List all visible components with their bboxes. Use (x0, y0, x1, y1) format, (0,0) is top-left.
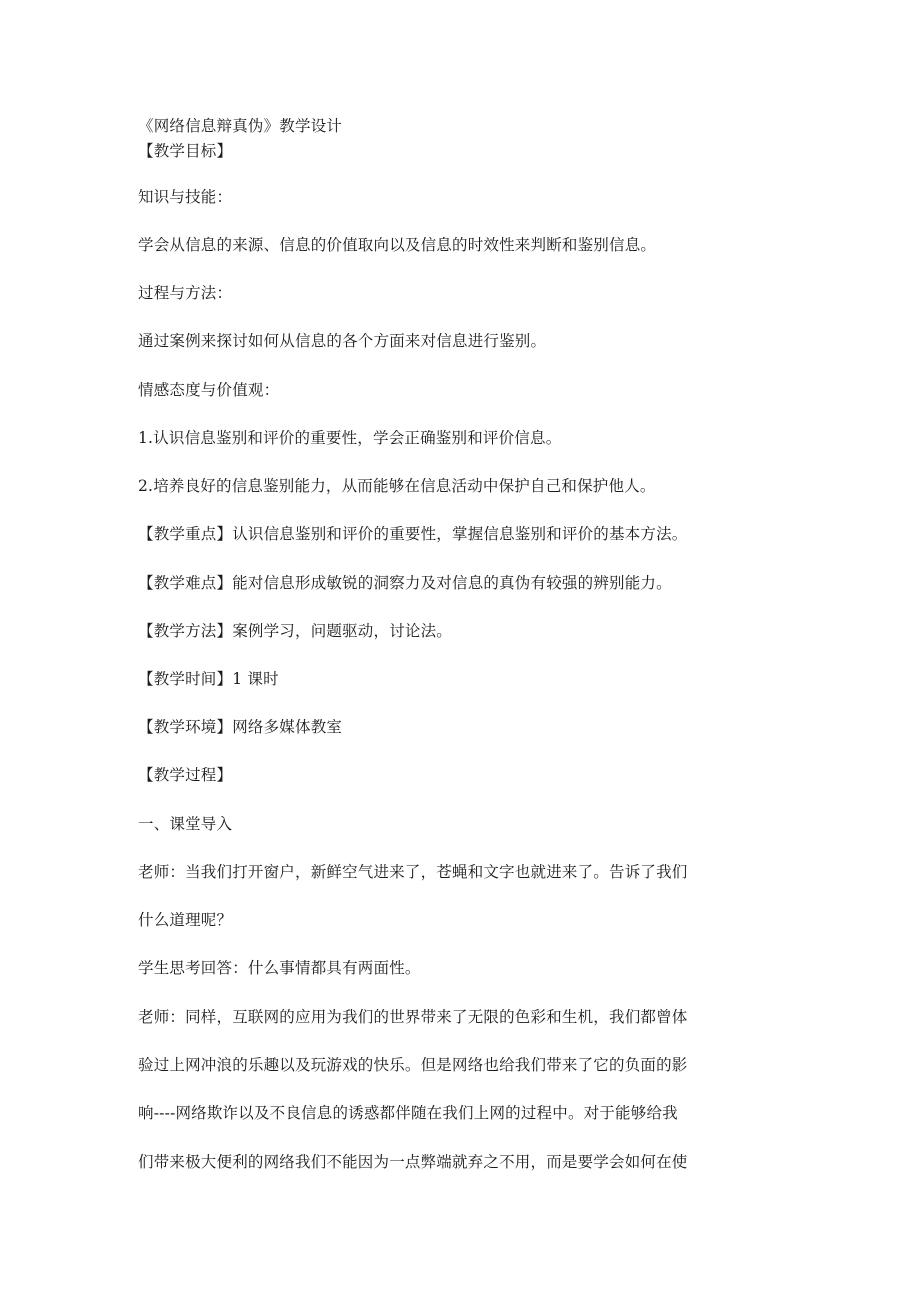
key-points: 【教学重点】认识信息鉴别和评价的重要性，掌握信息鉴别和评价的基本方法。 (138, 525, 688, 543)
dialogue-line: 响----网络欺诈以及不良信息的诱惑都伴随在我们上网的过程中。对于能够给我 (138, 1104, 678, 1122)
teaching-methods: 【教学方法】案例学习，问题驱动，讨论法。 (138, 622, 453, 640)
dialogue-line: 们带来极大便利的网络我们不能因为一点弊端就弃之不用，而是要学会如何在使 (138, 1153, 688, 1171)
attitude-item: 1.认识信息鉴别和评价的重要性，学会正确鉴别和评价信息。 (138, 429, 562, 447)
dialogue-line: 老师：当我们打开窗户，新鲜空气进来了，苍蝇和文字也就进来了。告诉了我们 (138, 863, 688, 881)
section-one-heading: 一、课堂导入 (138, 815, 233, 833)
dialogue-line: 验过上网冲浪的乐趣以及玩游戏的快乐。但是网络也给我们带来了它的负面的影 (138, 1056, 688, 1074)
dialogue-line: 老师：同样，互联网的应用为我们的世界带来了无限的色彩和生机，我们都曾体 (138, 1008, 688, 1026)
knowledge-text: 学会从信息的来源、信息的价值取向以及信息的时效性来判断和鉴别信息。 (138, 236, 657, 254)
knowledge-heading: 知识与技能： (138, 188, 233, 206)
objectives-heading: 【教学目标】 (138, 142, 233, 160)
process-section-heading: 【教学过程】 (138, 766, 233, 784)
attitude-heading: 情感态度与价值观： (138, 381, 280, 399)
document-title: 《网络信息辩真伪》教学设计 (138, 117, 343, 135)
process-text: 通过案例来探讨如何从信息的各个方面来对信息进行鉴别。 (138, 332, 547, 350)
teaching-environment: 【教学环境】网络多媒体教室 (138, 718, 343, 736)
attitude-item: 2.培养良好的信息鉴别能力，从而能够在信息活动中保护自己和保护他人。 (138, 477, 656, 495)
difficulties: 【教学难点】能对信息形成敏锐的洞察力及对信息的真伪有较强的辨别能力。 (138, 574, 672, 592)
dialogue-line: 什么道理呢？ (138, 911, 233, 929)
dialogue-line: 学生思考回答：什么事情都具有两面性。 (138, 959, 421, 977)
teaching-time: 【教学时间】1 课时 (138, 670, 279, 688)
process-heading: 过程与方法： (138, 284, 233, 302)
